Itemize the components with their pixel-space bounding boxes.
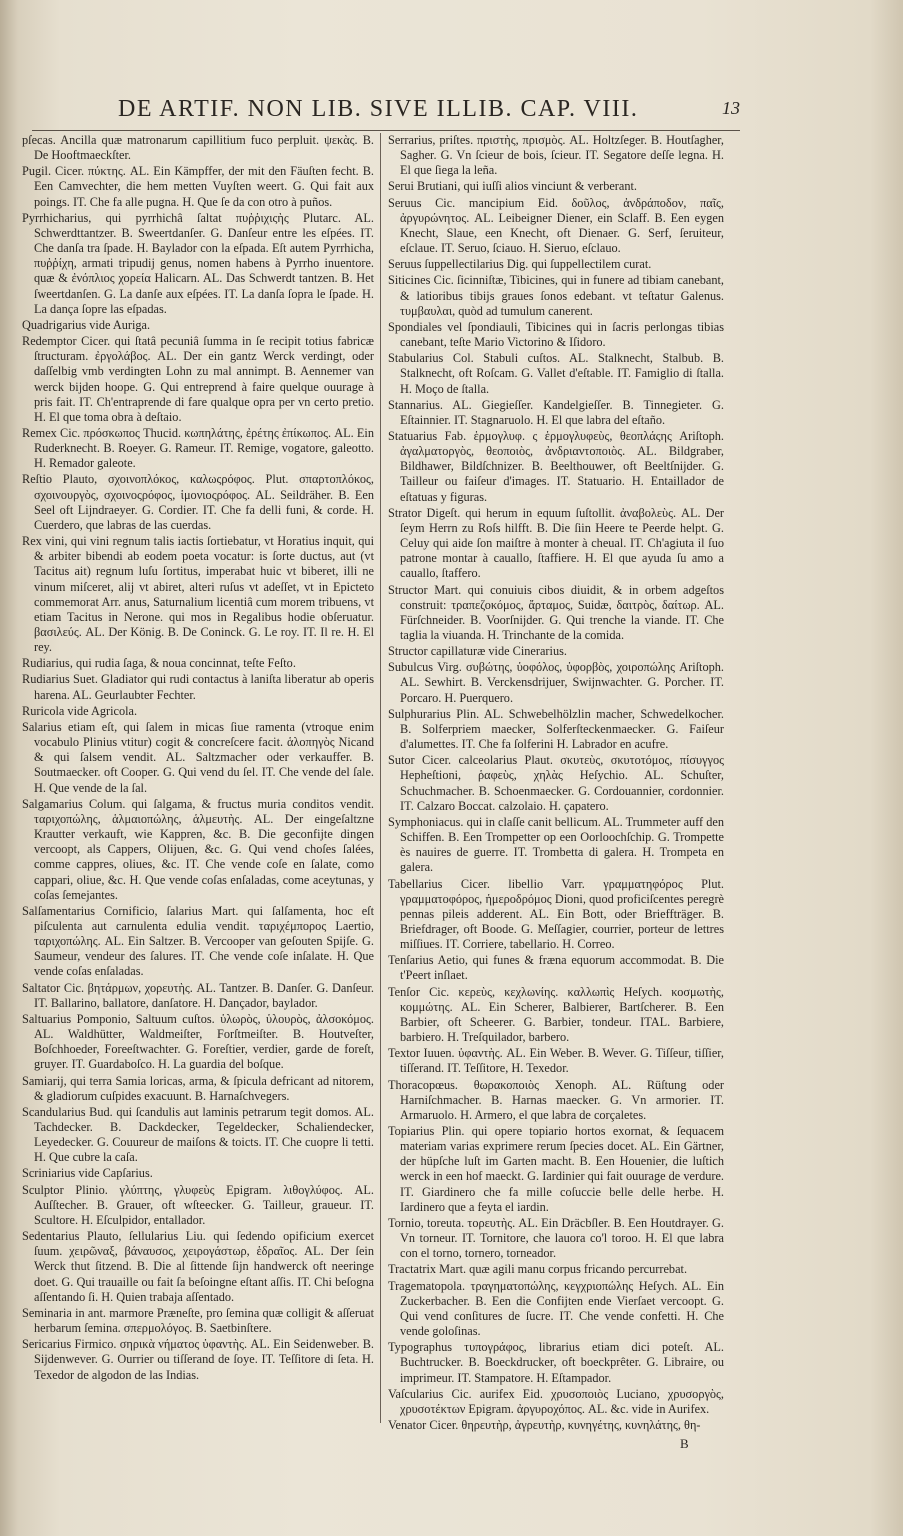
entry-body: Cornificio, ſalarius Mart. qui ſalſamenta, hoc eſt piſculenta aut carnulenta edulia vendit. ταριχέμπορος Laertio, ταριχοπώλης. AL. Ein Saltzer. B. Vercooper van geſouten Spijſe. G. Saumeur, vendeur des ſalures. IT. Che vende coſe inſalate. H. Que vende coſas enſaladas.: [34, 903, 374, 979]
entry-lemma: Topiarius: [388, 1124, 435, 1138]
page-number: 13: [722, 98, 740, 118]
dictionary-entry: [388, 707, 724, 752]
entry-body: Suet. Gladiator qui rudi contactus à laniſta liberatur ab operis harena. AL. Geurlaubter Fechter.: [34, 672, 374, 702]
entry-body: Cic. aurifex Eid. χρυσοποιὸς Luciano, χρυσοργὸς, χρυσοτέκτων Epigram. ἀργυροχόπος. AL. &c. vide in Aurifex.: [400, 1386, 724, 1416]
dictionary-entry: [22, 426, 374, 471]
dictionary-entry: [22, 534, 374, 655]
entry-body: AL. Giegieſſer. Kandelgieſſer. B. Tinnegieter. G. Eſtainnier. IT. Stagnaruolo. H. El que labra del eſtaño.: [400, 397, 724, 427]
entry-lemma: Seruus ſuppellectilarius: [388, 257, 504, 272]
entry-body: Cic. βητάρμων, χορευτὴς. AL. Tantzer. B. Danſer. G. Danſeur. IT. Ballarino, ballatore, danſatore. H. Dançador, baylador.: [34, 980, 374, 1010]
dictionary-entry: [388, 179, 724, 194]
entry-body: qui iuſſi alios vinciunt & verberant.: [463, 179, 637, 194]
entry-lemma: Typographus: [388, 1340, 453, 1355]
entry-lemma: Tenſarius: [388, 953, 434, 968]
entry-body: Plinio. γλύπτης, γλυφεὺς Epigram. λιθογλύφος. AL. Auſſtecher. B. Grauer, oft wſteecker. G. Tailleur, graueur. IT. Scultore. H. Eſculpidor, entallador.: [34, 1182, 374, 1227]
entry-body: Aetio, qui funes & fræna equorum accommodat. B. Die t'Peert inſlaet.: [400, 953, 724, 983]
entry-body: Mart. quæ agili manu corpus fricando percurrebat.: [439, 1262, 688, 1277]
entry-body: Dig. qui ſuppellectilem curat.: [506, 257, 652, 272]
entry-body: Virg. συβώτης, ὑοφόλος, ὑφορβὸς, χοιροπώλης Ariſtoph. AL. Sewhirt. B. Verckensdrijuer, Swijnwachter. G. Porcher. IT. Porcaro. H. Puerquero.: [400, 660, 724, 705]
entry-lemma: Tractatrix: [388, 1262, 437, 1277]
entry-lemma: Vaſcularius: [388, 1386, 444, 1401]
entry-body: Cic. ſicinniſtæ, Tibicines, qui in funere ad tibiam canebant, & latioribus tibijs graues ſonos edebant. vt teſtatur Galenus. τυμβαυλαι, quòd ad tumulum canerent.: [400, 273, 724, 318]
entry-lemma: Strator: [388, 505, 422, 520]
dictionary-entry: [388, 1262, 724, 1277]
dictionary-entry: [388, 1418, 724, 1433]
entry-lemma: Saltator: [22, 980, 61, 995]
entry-body: vel ſpondiauli, Tibicines qui in ſacris perlongas tibias canebant, teſte Mario Victorino & Iſidoro.: [400, 319, 724, 350]
dictionary-entry: [22, 1183, 374, 1228]
left-column: [22, 133, 374, 1473]
entry-lemma: Rudiarius: [22, 672, 70, 687]
dictionary-entry: [22, 133, 374, 163]
entry-lemma: Pyrrhicharius,: [22, 210, 92, 225]
entry-lemma: Sedentarius: [22, 1229, 80, 1244]
entry-lemma: Scriniarius: [22, 1166, 76, 1181]
dictionary-entry: [388, 953, 724, 983]
dictionary-entry: [388, 133, 724, 178]
dictionary-entry: [22, 211, 374, 317]
entry-body: qui vini regnum talis iactis ſortiebatur, vt Horatius inquit, qui & arbiter bibendi ab eodem poeta vocatur: is ſorte ductus, aut (vt Tacitus ait) regnum luſu ſortitus, imperabat huic vt biberet, illi ne vinum miſceret, alij vt abiret, alteri ruſus vt adeſſet, vt in Epicteto commemorat Arr. anus, Saturnalium licentiâ cum morem tribuens, vt etiam Tacitus in Nerone. qui mos in Regalibus hodie obſeruatur. βασιλεύς. AL. Der König. B. De Coninck. G. Le roy. IT. Il re. H. El rey.: [34, 534, 374, 655]
dictionary-entry: [22, 704, 374, 719]
dictionary-entry: [22, 797, 374, 903]
catchword: B: [680, 1436, 689, 1451]
dictionary-entry: [22, 318, 374, 333]
dictionary-entry: [22, 672, 374, 702]
dictionary-entry: [22, 1306, 374, 1336]
dictionary-entry: [388, 273, 724, 318]
right-column: [388, 133, 724, 1503]
entry-lemma: Salgamarius: [22, 796, 83, 811]
dictionary-entry: [388, 753, 724, 814]
entry-lemma: Sculptor: [22, 1182, 64, 1197]
entry-body: qui rudia ſaga, & noua concinnat, teſte Feſto.: [75, 656, 296, 671]
entry-lemma: Statuarius: [388, 428, 438, 443]
dictionary-entry: [22, 1074, 374, 1104]
entry-body: Firmico. σηρικὰ νήματος ὑφαντὴς. AL. Ein Seidenweber. B. Sijdenwever. G. Ourrier ou tiſſerand de ſoye. IT. Teſſitore di ſeta. H. Texedor de algodon de las Indias.: [34, 1337, 374, 1382]
dictionary-entry: [22, 1105, 374, 1166]
entry-lemma: Structor: [388, 582, 428, 597]
entry-lemma: Salſamentarius: [22, 903, 96, 918]
dictionary-entry: [388, 985, 724, 1046]
entry-lemma: Symphoniacus.: [388, 814, 464, 829]
entry-body: τραγηματοπώλης, κεγχριοπώλης Heſych. AL. Ein Zuckerbacher. B. Een die Confijten ende Vierſaet vercoopt. G. Qui vend conſitures de ſucre. IT. Che vende confetti. H. Che vende goloſinas.: [400, 1278, 724, 1339]
entry-lemma: Sulphurarius: [388, 706, 451, 721]
entry-lemma: Tenſor: [388, 984, 420, 999]
entry-body: qui in claſſe canit bellicum. AL. Trummeter auff den Schiffen. B. Een Trompetter op een Oorloochſchip. G. Trompette ès nauires de guerre. IT. Trombetta di galera. H. Trompeta en galera.: [400, 814, 724, 875]
entry-body: Cicer. libellio Varr. γραμματηφόρος Plut. γραμματοφόρος, ἡμεροδρόμος Dioni, quod proficiſcentes peregrè pennas pileis adderent. AL. Ein Bott, oder Brieffträger. B. Briefdrager, oft Boode. G. Meſſagier, courrier, porteur de lettres miſſiues. IT. Corriere, tabellario. H. Correo.: [400, 876, 724, 952]
entry-body: qui pyrrhichâ ſaltat πυῤῥιχιςὴς Plutarc. AL. Schwerdttantzer. B. Sweertdanſer. G. Danſeur entre les eſpées. IT. Che danſa tra ſpade. H. Baylador con la eſpada. Eſt autem Pyrrhicha, πυῤῥίχη, armati tripudij genus, nomen habens à Pyrrho inuentore. quæ & ἐνόπλιος χορεία Halicarn. AL. Das Schwerdt tantzen. B. Het ſweertdanſen. G. La danſe aux eſpées. IT. La danſa ſopra le ſpade. H. La dança ſopre las eſpadas.: [34, 210, 374, 316]
dictionary-entry: [388, 1340, 724, 1385]
dictionary-entry: [388, 196, 724, 257]
entry-lemma: Sutor: [388, 753, 415, 768]
dictionary-entry: [22, 1337, 374, 1382]
entry-body: Mart. qui conuiuis cibos diuidit, & in orbem adgeſtos construit: τραπεζοκόμος, ἄρταμος, Suidæ, δαιτρὸς, δαίτωρ. AL. Fürſchneider. B. Voorſnijder. G. Qui trenche la viande. IT. Che taglia la viuanda. H. Trinchante de la comida.: [400, 582, 724, 642]
entry-body: Plin. AL. Schwebelhölzlin macher, Schwedelkocher. B. Solferpriem maecker, Solferſteckenmaecker. G. Faiſeur d'alumettes. IT. Che fa ſolferini H. Labrador en acufre.: [400, 706, 724, 752]
entry-body: Plauto, ſellularius Liu. qui ſedendo opificium exercet ſuum. χειρῶναξ, βάναυσος, χειρογάστωρ, ἑδραῖος. AL. Der ſein Werck thut ſitzend. B. Die al ſittende ſijn handwerck oft neeringe doet. G. Qui trauaille ou fait ſa beſoingne eſtant aſſis. IT. Chi beſogna aſſentando ſi. H. Quien trabaja aſſentado.: [34, 1229, 374, 1304]
entry-body: pſecas. Ancilla quæ matronarum capillitium fuco perpluit. ψεκὰς. B. De Hooftmaeckſter.: [22, 133, 374, 163]
dictionary-entry: [22, 334, 374, 425]
running-title: DE ARTIF. NON LIB. SIVE ILLIB. CAP. VIII.: [118, 96, 639, 122]
entry-lemma: Stabularius: [388, 351, 444, 366]
entry-lemma: Venator: [388, 1417, 427, 1432]
entry-lemma: Redemptor: [22, 334, 77, 349]
entry-lemma: Seminaria: [22, 1305, 72, 1320]
entry-body: in ant. marmore Præneſte, pro ſemina quæ colligit & aſſeruat herbarum ſemina. σπερμολόγος. B. Saetbinſtere.: [34, 1305, 374, 1336]
entry-body: τυπογράφος, librarius etiam dici poteſt. AL. Buchtrucker. B. Boeckdrucker, oft boeckprêter. G. Libraire, ou imprimeur. IT. Stampatore. H. Eſtampador.: [400, 1340, 724, 1385]
dictionary-entry: [388, 257, 724, 272]
dictionary-entry: [22, 1229, 374, 1305]
entry-body: toreuta. τορευτὴς. AL. Ein Dräcbſler. B. Een Houtdrayer. G. Vn torneur. IT. Tornitore, che lauora co'l toroo. H. El que labra con el torno, tornero, torneador.: [400, 1215, 724, 1261]
dictionary-entry: [388, 429, 724, 505]
entry-lemma: Pugil.: [22, 164, 52, 179]
entry-body: Plauto, σχοινοπλόκος, καλωςρόφος. Plut. σπαρτοπλόκος, σχοινουργὸς, σχοινοςρόφος, ἱμονιοςρόφος. AL. Seildräher. B. Een Seel oft Lijndraeyer. G. Cordier. IT. Che fa delli funi, & corde. H. Cuerdero, que labras de las cuerdas.: [34, 472, 374, 532]
entry-body: Cic. mancipium Eid. δοῦλος, ἀνδράποδον, παῖς, ἀργυρώνητος. AL. Leibeigner Diener, ein Sclaff. B. Een eygen Knecht, Slaue, een Knecht, oft Dienaer. G. Serf, ſeruiteur, eſclaue. IT. Seruo, ſciauo. H. Sieruo, eſclauo.: [400, 195, 724, 256]
header-rule: [32, 130, 740, 131]
dictionary-entry: [388, 877, 724, 953]
dictionary-entry: [388, 660, 724, 705]
entry-lemma: Ruricola: [22, 703, 65, 718]
entry-lemma: Rudiarius,: [22, 656, 73, 671]
dictionary-entry: [388, 506, 724, 582]
entry-body: Cicer. θηρευτὴρ, ἀγρευτὴρ, κυνηγέτης, κυνηλάτης, θη-: [429, 1417, 701, 1432]
entry-lemma: Serui Brutiani,: [388, 179, 461, 194]
entry-body: Iuuen. ὑφαντὴς. AL. Ein Weber. B. Wever. G. Tiſſeur, tiſſier, tiſſerand. IT. Teſſitore, H. Texedor.: [400, 1046, 724, 1076]
dictionary-entry: [388, 398, 724, 428]
dictionary-entry: [388, 1279, 724, 1340]
entry-body: Cicer. qui ſtatâ pecuniâ ſumma in ſe recipit totius fabricæ ſtructuram. ἐργολάβος. AL. Der ein gantz Werck verdingt, oder daſſelbig vmb verdingten Lohn zu mal annimpt. B. Aennemer van werck bijden hoope. G. Qui entreprend à faire quelque ouurage à pris fait. IT. Ch'entraprende di fare qualque opra per vn certo pretio. H. El que toma obra à deſtaio.: [34, 334, 374, 424]
dictionary-entry: [388, 320, 724, 350]
entry-lemma: Remex: [22, 425, 57, 440]
entry-lemma: Spondiales: [388, 319, 442, 334]
entry-body: Bud. qui ſcandulis aut laminis petrarum tegit domos. AL. Tachdecker. B. Dackdecker, Tegeldecker, Schaliendecker, Leyedecker. G. Couureur de maiſons & toicts. IT. Che cuopre li tetti. H. Que cubre la caſa.: [34, 1104, 374, 1165]
entry-lemma: Textor: [388, 1046, 420, 1061]
dictionary-entry: [388, 1387, 724, 1417]
entry-body: etiam eſt, qui ſalem in micas ſiue ramenta (vtroque enim vocabulo Plinius vtitur) cogit & concreſcere facit. ἁλοπηγὸς Nicand & qui ſalsem vendit. AL. Saltzmacher oder verkauffer. B. Soutmaecker. oft Cooper. G. Qui vend du ſel. IT. Che vende del ſale. H. Que vende de la ſal.: [34, 719, 374, 795]
entry-lemma: Rex vini,: [22, 534, 68, 549]
dictionary-entry: [22, 904, 374, 980]
entry-lemma: Structor capillaturæ: [388, 644, 486, 659]
dictionary-entry: [22, 164, 374, 209]
page-header: [0, 96, 903, 130]
entry-lemma: Tragematopola.: [388, 1278, 466, 1293]
entry-body: Digeſt. qui herum in equum ſuſtollit. ἀναβολεὺς. AL. Der ſeym Herrn zu Roſs hilfft. B. Die ſiin Heere te Peerde helpt. G. Celuy qui aide ſon maiſtre à monter à cheual. IT. Ch'agiuta il ſuo patrone montar à cauallo, ſtaffiere. H. El que ayuda ſu amo a cauallo, ſtaffero.: [400, 505, 724, 581]
entry-lemma: Tabellarius: [388, 876, 443, 891]
dictionary-entry: [388, 351, 724, 396]
entry-body: vide Cinerarius.: [488, 644, 567, 659]
entry-body: Col. Stabuli cuſtos. AL. Stalknecht, Stalbub. B. Stalknecht, oft Roſcam. G. Vallet d'eſtable. IT. Famiglio di ſtalla. H. Moço de ſtalla.: [400, 351, 724, 396]
dictionary-entry: [22, 1012, 374, 1073]
entry-lemma: Salarius: [22, 719, 62, 734]
entry-body: Cicer. πύκτης. AL. Ein Kämpffer, der mit den Fäuſten fecht. B. Een Camvechter, die hem metten Vuyſten weert. G. Qui fait aux poings. IT. Che fa alle pugna. H. Que ſe da con otro à puños.: [34, 164, 374, 209]
entry-body: θωρακοποιὸς Xenoph. AL. Rüſtung oder Harniſchmacher. B. Harnas maecker. G. Vn armorier. IT. Armaruolo. H. Armero, el que labra de corçaletes.: [400, 1077, 724, 1122]
entry-body: qui terra Samia loricas, arma, & ſpicula defricant ad nitorem, & gladiorum cuſpides exacuunt. B. Harnaſchvegers.: [34, 1073, 374, 1103]
column-divider: [380, 133, 381, 1423]
entry-body: vide Agricola.: [67, 703, 138, 718]
entry-lemma: Serrarius,: [388, 133, 436, 147]
entry-lemma: Thoracopœus.: [388, 1077, 459, 1092]
entry-lemma: Reſtio: [22, 472, 53, 487]
entry-body: vide Auriga.: [89, 317, 151, 332]
entry-lemma: Stannarius.: [388, 397, 443, 412]
entry-lemma: Quadrigarius: [22, 317, 87, 332]
entry-lemma: Scandularius: [22, 1104, 86, 1119]
dictionary-entry: [388, 644, 724, 659]
dictionary-entry: [388, 1046, 724, 1076]
dictionary-entry: [22, 1166, 374, 1181]
entry-lemma: Subulcus: [388, 660, 434, 675]
dictionary-entry: [22, 472, 374, 533]
dictionary-entry: [22, 981, 374, 1011]
dictionary-entry: [22, 720, 374, 796]
entry-body: Cic. πρόσκωπος Thucid. κωπηλάτης, ἐρέτης ἐπίκωπος. AL. Ein Ruderknecht. B. Roeyer. G. Rameur. IT. Remige, vogatore, galeotto. H. Remador galeote.: [34, 425, 374, 471]
dictionary-entry: [388, 583, 724, 644]
entry-body: Colum. qui ſalgama, & fructus muria conditos vendit. ταριχοπώλης, ἁλμαιοπώλης, ἁλμευτὴς. AL. Der eingeſaltzne Krautter verkauft, wie Kappren, &c. B. Die geconfijte dingen vercoopt, als Cappers, Olijuen, &c. G. Qui vend choſes ſalées, comme cappres, oliues, &c. IT. Che vende coſe en ſalate, como cappari, oliue, &c. H. Que vende coſas enſaladas, come aceytunas, y coſas ſemejantes.: [34, 796, 374, 902]
entry-body: vide Capſarius.: [78, 1166, 153, 1181]
entry-lemma: Tornio,: [388, 1215, 424, 1230]
entry-lemma: Seruus: [388, 195, 422, 210]
dictionary-entry: [388, 1078, 724, 1123]
dictionary-entry: [388, 1216, 724, 1261]
entry-lemma: Saltuarius: [22, 1011, 72, 1026]
dictionary-entry: [388, 815, 724, 876]
entry-body: Plin. qui opere topiario hortos exornat, & ſequacem materiam varias exprimere rerum ſpecies docet. AL. Ein Gärtner, der hüpſche luſt im Garten macht. B. Een Houenier, die luſtich werck in een hof maeckt. G. Iardinier qui fait ouurage de verdure. IT. Giardinero che fa mille coſuccie belle delle herbe. H. Iardinero que a feyta el iardin.: [400, 1124, 724, 1214]
entry-body: Pomponio, Saltuum cuſtos. ὑλωρὸς, ὑλουρὸς, ἀλσοκόμος. AL. Waldhütter, Waldmeiſter, Forſtmeiſter. B. Houtveſter, Boſchhoeder, Foreeſtwachter. G. Foreſtier, verdier, garde de foreſt, gruyer. IT. Guardaboſco. H. La guardia del boſque.: [34, 1011, 374, 1072]
entry-lemma: Sericarius: [22, 1337, 72, 1352]
entry-body: priſtes. πριστὴς, πρισμὸς. AL. Holtzſeger. B. Houtſagher, Sagher. G. Vn ſcieur de bois, ſcieur. IT. Segatore deſſe legna. H. El que ſiega la leña.: [400, 133, 724, 178]
entry-lemma: Siticines: [388, 273, 431, 288]
dictionary-entry: [388, 1124, 724, 1215]
dictionary-entry: [22, 656, 374, 671]
entry-body: Cic. κερεὺς, κεχλωνίης. καλλωπὶς Heſych. κοσμωτὴς, κομμώτης. AL. Ein Scherer, Balbierer, Bartſcherer. B. Een Barbier, oft Scheerer. G. Barbier, tondeur. ITAL. Barbiere, barbiero. H. Treſquilador, barbero.: [400, 984, 724, 1045]
entry-lemma: Samiarij,: [22, 1073, 67, 1088]
entry-body: Cicer. calceolarius Plaut. σκυτεὺς, σκυτοτόμος, πίσυγγος Hepheſtioni, ῥαφεὺς, χηλὰς Heſychio. AL. Schuſter, Schuchmacher. B. Schoenmaecker. G. Cordouannier, cordonnier. IT. Calzaro Boccat. calzolaio. H. çapatero.: [400, 753, 724, 813]
entry-body: Fab. ἑρμογλυφ. ς ἑρμογλυφεὺς, θεοπλάςης Ariſtoph. ἀγαλματοργὸς, θεοποιὸς, ἀνδριαντοποιὸς. AL. Bildgraber, Bildhawer, Bildſchnizer. B. Beelthouwer, oft Beeltſnijder. G. Tailleur ou faiſeur d'images. IT. Statuario. H. Entaillador de eſtatuas y figuras.: [400, 428, 724, 504]
